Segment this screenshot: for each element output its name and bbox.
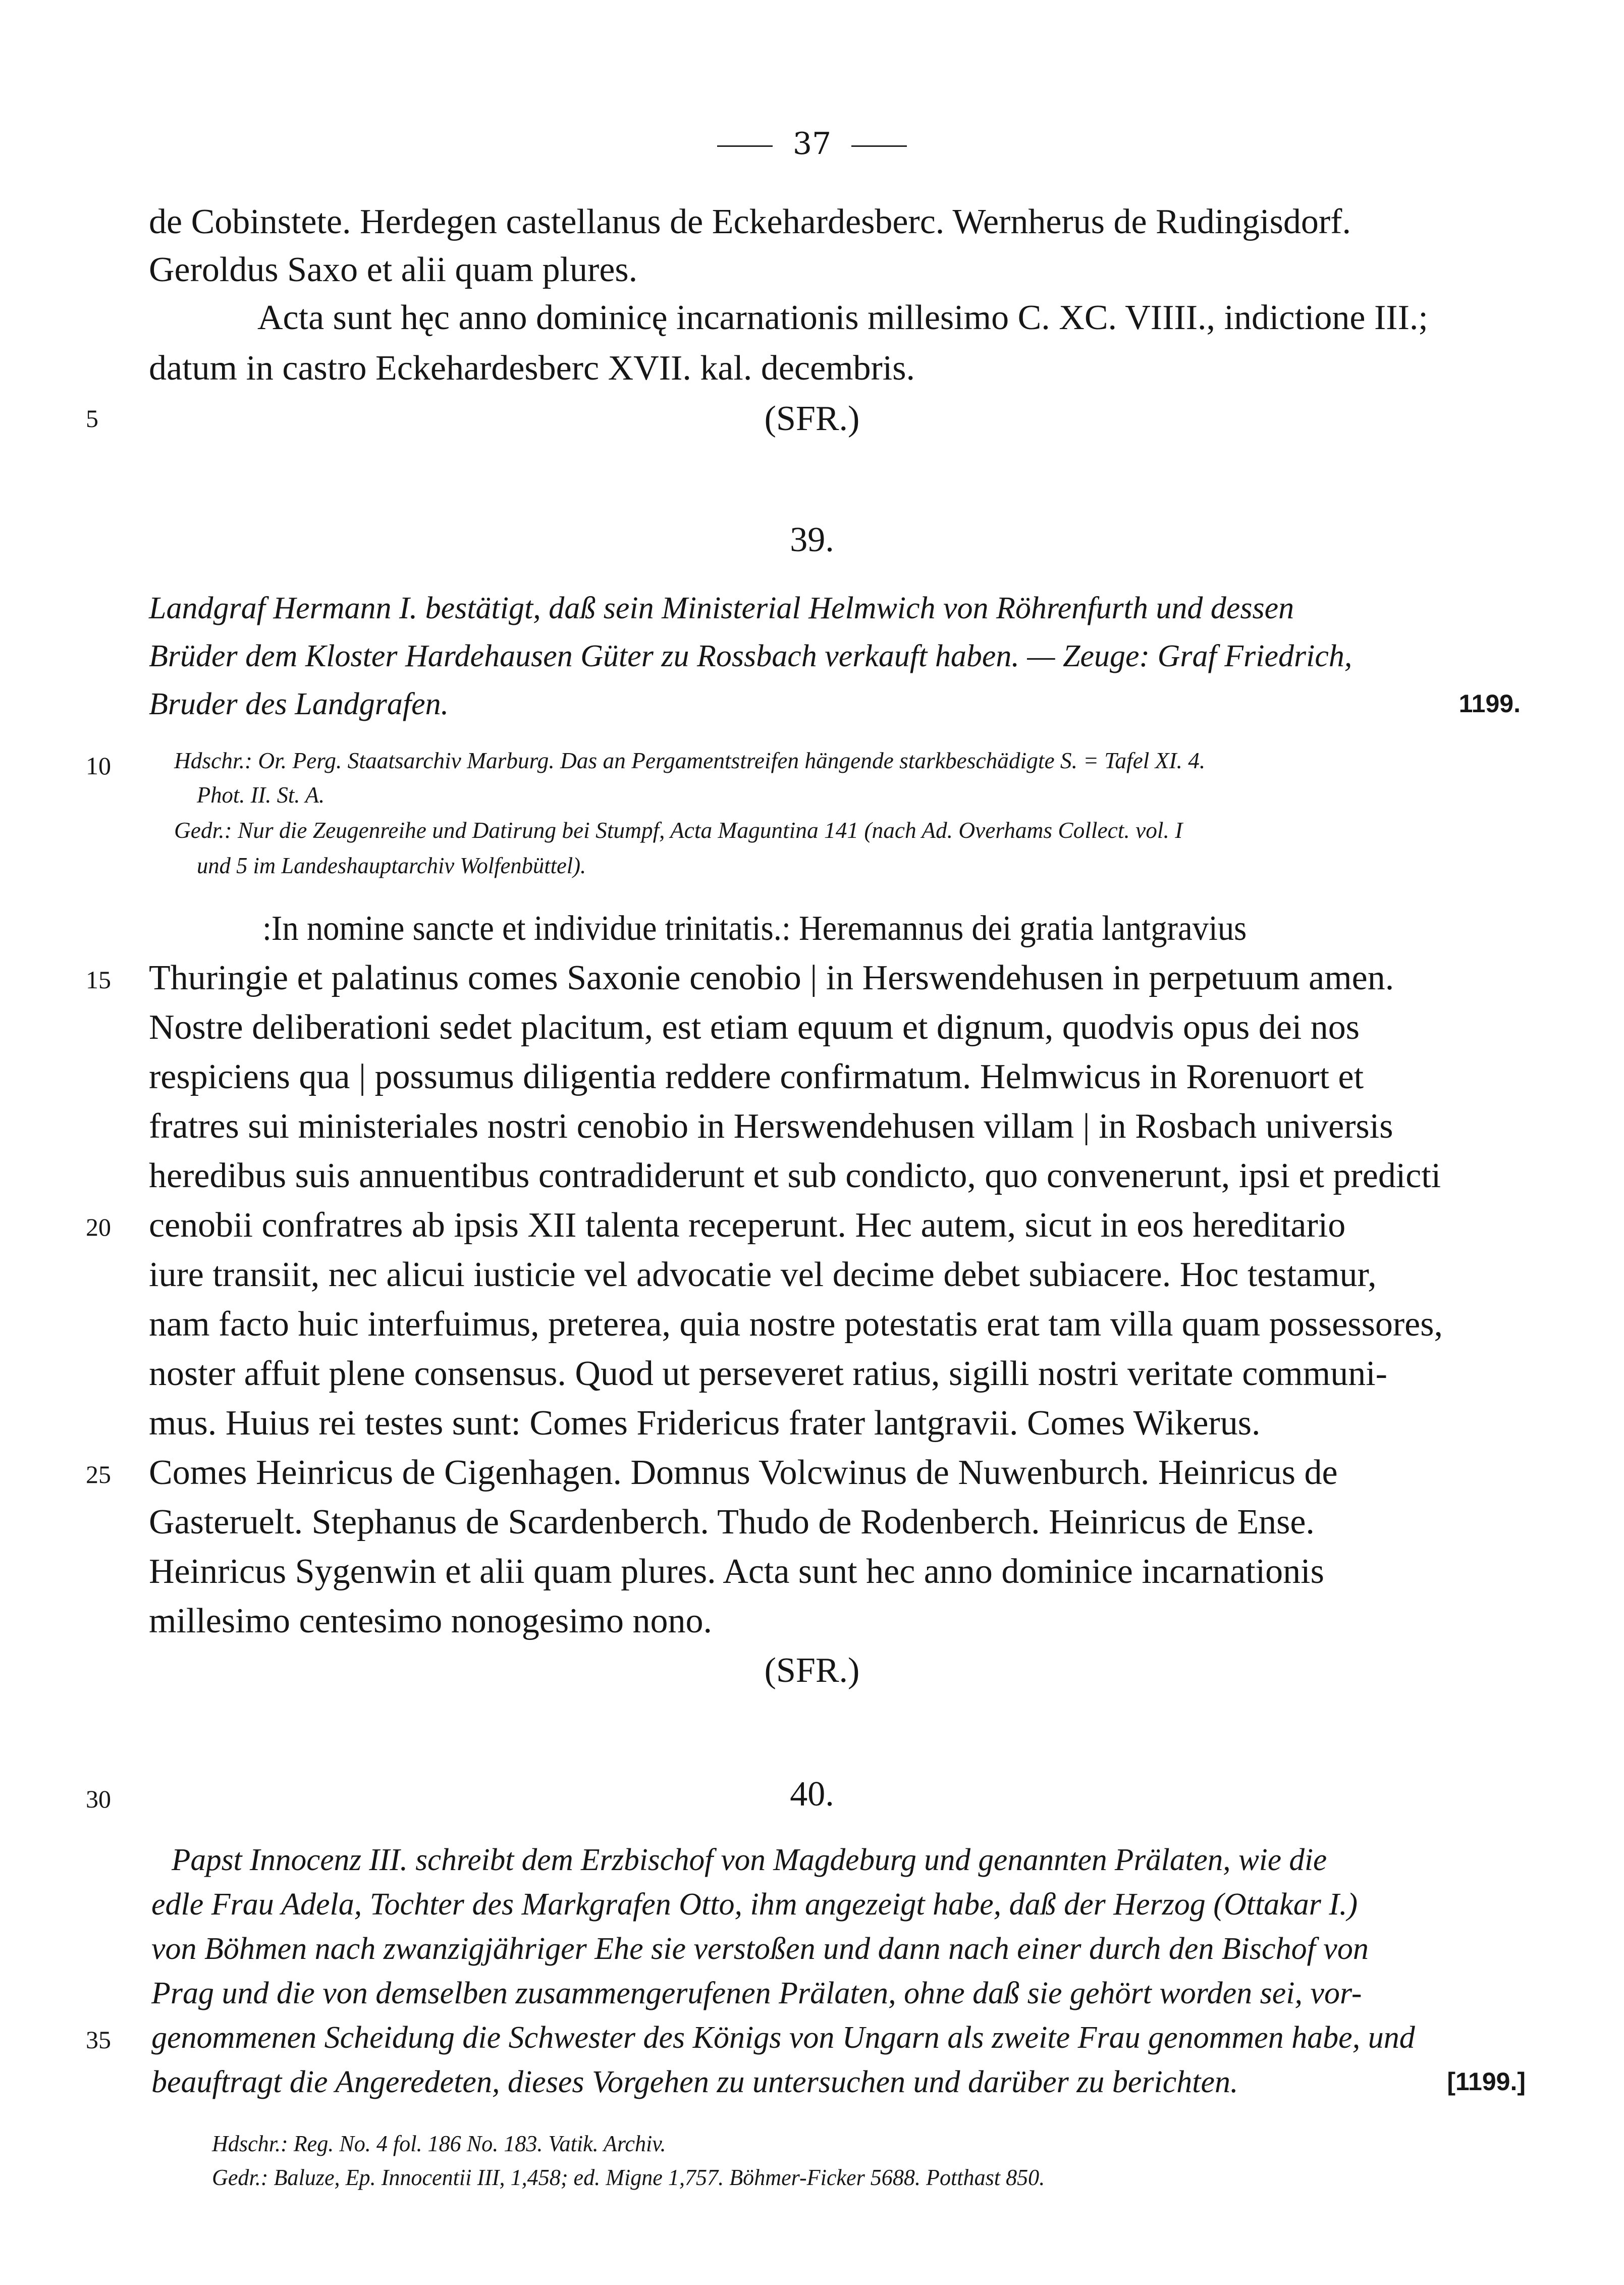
note-line: Gedr.: Nur die Zeugenreihe und Datirung bei Stumpf, Acta Maguntina 141 (nach Ad. Overhams Collect. vol. I bbox=[174, 817, 1183, 843]
regest-line: Bruder des Landgrafen. bbox=[149, 687, 449, 721]
regest-line: Prag und die von demselben zusammengerufenen Prälaten, ohne daß sie gehört worden sei, vor- bbox=[151, 1976, 1362, 2010]
text-line: datum in castro Eckehardesberc XVII. kal. decembris. bbox=[149, 349, 915, 388]
text-line: Thuringie et palatinus comes Saxonie cenobio | in Herswendehusen in perpetuum amen. bbox=[149, 959, 1394, 997]
margin-line-number: 20 bbox=[86, 1213, 111, 1241]
text-line: mus. Huius rei testes sunt: Comes Fridericus frater lantgravii. Comes Wikerus. bbox=[149, 1404, 1261, 1443]
regest-line: beauftragt die Angeredeten, dieses Vorgehen zu untersuchen und darüber zu berichten. bbox=[151, 2065, 1238, 2099]
text-line: :In nomine sancte et individue trinitatis.: Heremannus dei gratia lantgravius bbox=[262, 909, 1247, 948]
document-number: 40. bbox=[790, 1775, 834, 1814]
seal-mark: (SFR.) bbox=[764, 1651, 860, 1690]
margin-line-number: 35 bbox=[86, 2026, 111, 2054]
text-line: de Cobinstete. Herdegen castellanus de Eckehardesberc. Wernherus de Rudingisdorf. bbox=[149, 202, 1351, 241]
text-line: fratres sui ministeriales nostri cenobio in Herswendehusen villam | in Rosbach universis bbox=[149, 1107, 1393, 1146]
text-line: Acta sunt hęc anno dominicę incarnationis millesimo C. XC. VIIII., indictione III.; bbox=[257, 298, 1428, 337]
text-line: Geroldus Saxo et alii quam plures. bbox=[149, 250, 638, 289]
header-rule-left bbox=[717, 145, 773, 147]
text-line: respiciens qua | possumus diligentia reddere confirmatum. Helmwicus in Rorenuort et bbox=[149, 1057, 1364, 1096]
text-line: noster affuit plene consensus. Quod ut perseveret ratius, sigilli nostri veritate communi- bbox=[149, 1354, 1387, 1393]
text-line: Comes Heinricus de Cigenhagen. Domnus Volcwinus de Nuwenburch. Heinricus de bbox=[149, 1453, 1338, 1492]
margin-line-number: 25 bbox=[86, 1460, 111, 1489]
text-line: Nostre deliberationi sedet placitum, est etiam equum et dignum, quodvis opus dei nos bbox=[149, 1008, 1360, 1047]
document-number: 39. bbox=[790, 520, 834, 559]
margin-line-number: 10 bbox=[86, 752, 111, 780]
page-number: 37 bbox=[792, 126, 832, 162]
note-line: und 5 im Landeshauptarchiv Wolfenbüttel). bbox=[197, 853, 586, 878]
margin-line-number: 5 bbox=[86, 404, 98, 433]
text-line: nam facto huic interfuimus, preterea, quia nostre potestatis erat tam villa quam possessores, bbox=[149, 1305, 1443, 1344]
text-line: millesimo centesimo nonogesimo nono. bbox=[149, 1602, 713, 1640]
document-date: [1199.] bbox=[1447, 2067, 1526, 2096]
text-line: iure transiit, nec alicui iusticie vel advocatie vel decime debet subiacere. Hoc testamur, bbox=[149, 1255, 1377, 1294]
note-line: Phot. II. St. A. bbox=[197, 782, 325, 808]
text-line: Heinricus Sygenwin et alii quam plures. Acta sunt hec anno dominice incarnationis bbox=[149, 1552, 1324, 1591]
seal-mark: (SFR.) bbox=[764, 399, 860, 438]
note-line: Hdschr.: Reg. No. 4 fol. 186 No. 183. Vatik. Archiv. bbox=[212, 2131, 666, 2156]
text-line: heredibus suis annuentibus contradiderunt et sub condicto, quo convenerunt, ipsi et predicti bbox=[149, 1156, 1441, 1195]
regest-line: von Böhmen nach zwanzigjähriger Ehe sie verstoßen und dann nach einer durch den Bischof von bbox=[151, 1932, 1369, 1966]
header-rule-right bbox=[851, 145, 907, 147]
regest-line: Landgraf Hermann I. bestätigt, daß sein Ministerial Helmwich von Röhrenfurth und dessen bbox=[149, 591, 1294, 625]
document-date: 1199. bbox=[1458, 689, 1521, 718]
note-line: Hdschr.: Or. Perg. Staatsarchiv Marburg. Das an Pergamentstreifen hängende starkbeschädigte S. = Tafel XI. 4. bbox=[174, 748, 1206, 773]
regest-line: genommenen Scheidung die Schwester des Königs von Ungarn als zweite Frau genommen habe, und bbox=[151, 2021, 1415, 2055]
page-header bbox=[0, 126, 1624, 162]
regest-line: Papst Innocenz III. schreibt dem Erzbischof von Magdeburg und genannten Prälaten, wie die bbox=[172, 1843, 1327, 1877]
margin-line-number: 30 bbox=[86, 1785, 111, 1813]
regest-line: edle Frau Adela, Tochter des Markgrafen Otto, ihm angezeigt habe, daß der Herzog (Ottakar I.) bbox=[151, 1887, 1358, 1922]
note-line: Gedr.: Baluze, Ep. Innocentii III, 1,458; ed. Migne 1,757. Böhmer-Ficker 5688. Potthast 850. bbox=[212, 2164, 1045, 2190]
text-line: cenobii confratres ab ipsis XII talenta receperunt. Hec autem, sicut in eos hereditario bbox=[149, 1206, 1346, 1245]
text-line: Gasteruelt. Stephanus de Scardenberch. Thudo de Rodenberch. Heinricus de Ense. bbox=[149, 1503, 1315, 1542]
margin-line-number: 15 bbox=[86, 966, 111, 994]
regest-line: Brüder dem Kloster Hardehausen Güter zu Rossbach verkauft haben. — Zeuge: Graf Friedrich, bbox=[149, 639, 1352, 673]
